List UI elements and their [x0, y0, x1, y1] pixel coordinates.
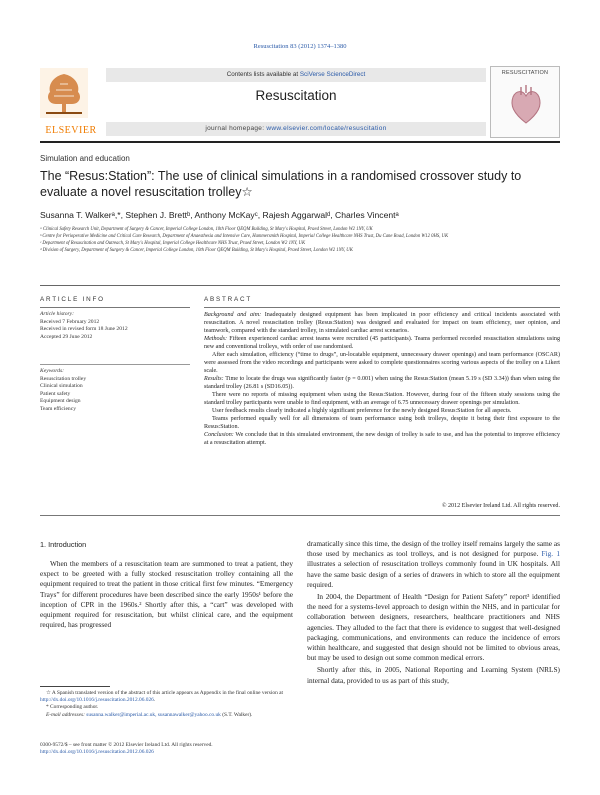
divider [40, 285, 560, 286]
footnote-text: ☆ A Spanish translated version of the abstract of this article appears as Appendix in the final online version at [46, 690, 284, 696]
history-label: Article history: [40, 311, 75, 317]
article-info-heading: ARTICLE INFO [40, 296, 105, 303]
sciencedirect-link[interactable]: SciVerse ScienceDirect [299, 71, 366, 78]
footnote-email [40, 712, 293, 719]
issn-block [40, 742, 293, 756]
article-title: The “Resus:Station”: The use of clinical simulations in a randomised crossover study to evaluate a novel resuscitation trolley☆ [40, 169, 522, 199]
keyword: Team efficiency [40, 405, 76, 412]
keyword: Patient safety [40, 390, 71, 397]
doi-link[interactable]: http://dx.doi.org/10.1016/j.resuscitation.2012.06.026 [40, 749, 154, 756]
publisher-name: ELSEVIER [45, 125, 97, 136]
homepage-prefix: journal homepage: [205, 125, 267, 132]
journal-title: Resuscitation [255, 88, 337, 103]
body-column-right [307, 539, 560, 686]
cover-title: RESUSCITATION [501, 70, 549, 76]
footnote-translation [40, 690, 293, 704]
section-heading-introduction: 1. Introduction [40, 540, 87, 549]
abstract-results [204, 375, 560, 391]
abstract-body [204, 311, 560, 447]
affiliation-c: ᶜ Department of Resuscitation and Outreach, St Mary's Hospital, Imperial College Healthcare NHS Trust, Praed Street, London W2 1NY, UK [40, 241, 306, 246]
footnote-rule [40, 686, 110, 687]
paragraph-text: illustrates a selection of resuscitation trolleys commonly found in UK hospitals. All have the same basic design of a series of drawers in which to store all the equipment required. [307, 559, 560, 589]
section-label: Simulation and education [40, 154, 130, 163]
results-text-4: Teams performed equally well for all dimensions of team performance using both trolleys, despite it being their first exposure to the Resus:Station. [204, 416, 560, 430]
elsevier-tree-icon [40, 68, 88, 118]
results-label: Results: [204, 376, 224, 382]
footnote-corresponding: * Corresponding author. [46, 704, 99, 711]
author-list[interactable]: Susanna T. Walkerᵃ,*, Stephen J. Brettᵇ, Anthony McKayᶜ, Rajesh Aggarwalᵈ, Charles Vincentᵃ [40, 210, 399, 220]
header-rule [40, 141, 560, 143]
footnote-text: (S.T. Walker). [220, 711, 253, 718]
methods-text: Fifteen experienced cardiac arrest teams were recruited (45 participants). Teams performed recorded resuscitation simulations using new and conventional trolleys, with order of use randomised. [204, 336, 560, 350]
heart-icon [509, 83, 543, 127]
results-text-2: There were no reports of missing equipment when using the Resus:Station. However, during four of the fifteen study sessions using the standard trolley participants were unable to find equipment, with an average of 6.75 unnecessary drawer openings per simulation. [204, 392, 560, 406]
email-links[interactable]: susanna.walker@imperial.ac.uk, susannawalker@yahoo.co.uk [86, 711, 221, 718]
keywords-label: Keywords: [40, 368, 65, 374]
divider [204, 307, 560, 308]
results-text-3: User feedback results clearly indicated a highly significant preference for the newly designed Resus:Station for all aspects. [212, 408, 512, 414]
homepage-bar [106, 122, 486, 136]
paragraph: In 2004, the Department of Health “Design for Patient Safety” report³ identified the need for a systems-level approach to design within the NHS, and in particular for collaboration between designers, researchers, healthcare practitioners and NHS agencies. They alluded to the fact that there is evidence to suggest that well-designed packaging, communications, and environments can reduce the incidence of errors within healthcare, and suggested that design should not be limited to obvious areas, but may be used to design out some common medical errors. [307, 592, 560, 663]
abstract-background [204, 311, 560, 335]
paragraph [307, 539, 560, 590]
article-history [40, 311, 190, 341]
methods-label: Methods: [204, 336, 228, 342]
history-accepted: Accepted 29 June 2012 [40, 333, 93, 340]
affiliations [40, 226, 560, 254]
keyword: Resuscitation trolley [40, 375, 87, 382]
abstract-conclusion [204, 431, 560, 447]
body-column-left [40, 559, 293, 630]
doi-link[interactable]: http://dx.doi.org/10.1016/j.resuscitation.2012.06.026 [40, 697, 154, 704]
background-text: Inadequately designed equipment has been implicated in poor efficiency and critical incidents associated with resuscitation. A novel resuscitation trolley (Resus:Station) was designed and evaluated for impact on team efficiency, user opinion, and teamwork, compared with the standard trolley, in simulated cardiac arrest scenarios. [204, 312, 560, 334]
paragraph-text: dramatically since this time, the design of the trolley itself remains largely the same as those used by mechanics as tool trolleys, and is not designed for purpose. [307, 539, 560, 559]
divider [40, 364, 190, 365]
elsevier-logo[interactable] [40, 68, 102, 136]
affiliation-d: ᵈ Division of Surgery, Department of Surgery & Cancer, Imperial College London, 10th Floor QEQM Building, St Mary's Hospital, Praed Street, London W2 1NY, UK [40, 248, 353, 253]
divider [40, 515, 560, 516]
conclusion-label: Conclusion: [204, 432, 234, 438]
issn-line: 0300-9572/$ – see front matter © 2012 Elsevier Ireland Ltd. All rights reserved. [40, 742, 213, 748]
keyword: Clinical simulation [40, 383, 83, 390]
conclusion-text: We conclude that in this simulated environment, the new design of trolley is safe to use, and has the potential to improve efficiency at a resuscitation attempt. [204, 432, 560, 446]
paragraph: Shortly after this, in 2005, National Reporting and Learning System (NRLS) internal data, provided to us as part of this study, [307, 665, 560, 685]
footnotes [40, 690, 293, 719]
homepage-link[interactable]: www.elsevier.com/locate/resuscitation [266, 125, 387, 132]
figure-1-link[interactable]: Fig. 1 [541, 549, 561, 559]
methods-text-2: After each simulation, efficiency (“time to drugs”, un-locatable equipment, unnecessary drawer openings) and team performance (OSCAR) were assessed from the video recordings and participants were asked to complete questionnaires scoring various aspects of the trolley on a Likert scale. [204, 352, 560, 374]
abstract-heading: ABSTRACT [204, 296, 252, 303]
journal-citation[interactable]: Resuscitation 83 (2012) 1374–1380 [253, 43, 347, 50]
results-text: Time to locate the drugs was significantly faster (p = 0.001) when using the Resus:Station (mean 5.19 s (SD 3.34)) than when using the standard trolley (26.81 s (SD16.05)). [204, 376, 560, 390]
abstract-methods [204, 335, 560, 351]
affiliation-a: ᵃ Clinical Safety Research Unit, Department of Surgery & Cancer, Imperial College London, 10th Floor QEQM Building, St Mary's Hospital, Praed Street, London W2 1NY, UK [40, 227, 373, 232]
affiliation-b: ᵇ Centre for Perioperative Medicine and Critical Care Research, Department of Anaesthesia and Intensive Care, Hammersmith Hospital, Imperial College Healthcare NHS Trust, Du Cane Road, London W12 0HS, UK [40, 234, 449, 239]
email-label: E-mail addresses: [46, 711, 87, 718]
journal-cover[interactable] [490, 66, 560, 138]
copyright-notice: © 2012 Elsevier Ireland Ltd. All rights reserved. [441, 503, 560, 509]
paragraph: When the members of a resuscitation team are summoned to treat a patient, they expect to be greeted with a fully stocked resuscitation trolley containing all the equipment required to treat the patient in those critical first few minutes. “Emergency Trays” for different procedures have been described since the early 1950s¹ before the inception of CPR in the 1960s.² Shortly after this, a “cart” was developed with equipment required for resuscitation, but whilst clinical care, and the equipment required, has progressed [40, 559, 293, 630]
divider [40, 307, 190, 308]
contents-bar [106, 68, 486, 82]
background-label: Background and aim: [204, 312, 262, 318]
contents-prefix: Contents lists available at [226, 71, 300, 78]
history-received: Received 7 February 2012 [40, 318, 100, 325]
footnote-text: . [153, 697, 156, 704]
history-revised: Received in revised form 18 June 2012 [40, 326, 128, 333]
keyword: Equipment design [40, 398, 81, 405]
keywords [40, 368, 190, 414]
